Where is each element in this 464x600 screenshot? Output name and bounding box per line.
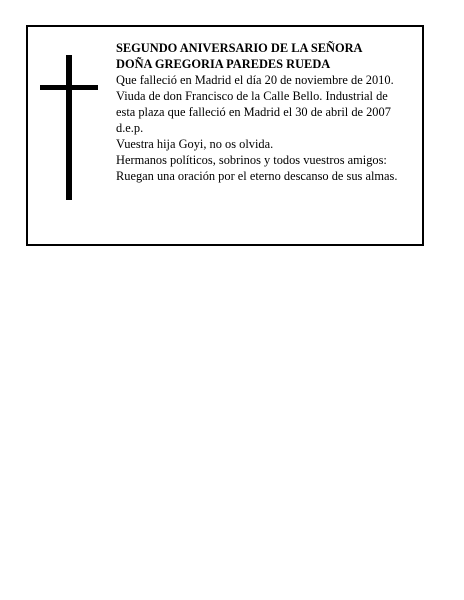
notice-body-line-7: Ruegan una oración por el eterno descanso de sus almas.: [116, 169, 398, 183]
cross-icon: [40, 55, 98, 200]
obituary-notice: [26, 25, 424, 246]
notice-text: [116, 40, 422, 184]
notice-heading-line-1: SEGUNDO ANIVERSARIO DE LA SEÑORA: [116, 41, 363, 55]
notice-body-line-6: Hermanos políticos, sobrinos y todos vuestros amigos:: [116, 153, 387, 167]
notice-body-line-5: Vuestra hija Goyi, no os olvida.: [116, 137, 274, 151]
notice-heading-line-2: DOÑA GREGORIA PAREDES RUEDA: [116, 57, 331, 71]
cross-horizontal-bar: [40, 85, 98, 90]
notice-body-line-2: Viuda de don Francisco de la Calle Bello. Industrial de: [116, 89, 388, 103]
cross-vertical-bar: [66, 55, 72, 200]
notice-body-line-3: esta plaza que falleció en Madrid el 30 de abril de 2007: [116, 105, 391, 119]
notice-body-line-1: Que falleció en Madrid el día 20 de noviembre de 2010.: [116, 73, 394, 87]
notice-body-line-4: d.e.p.: [116, 121, 144, 135]
